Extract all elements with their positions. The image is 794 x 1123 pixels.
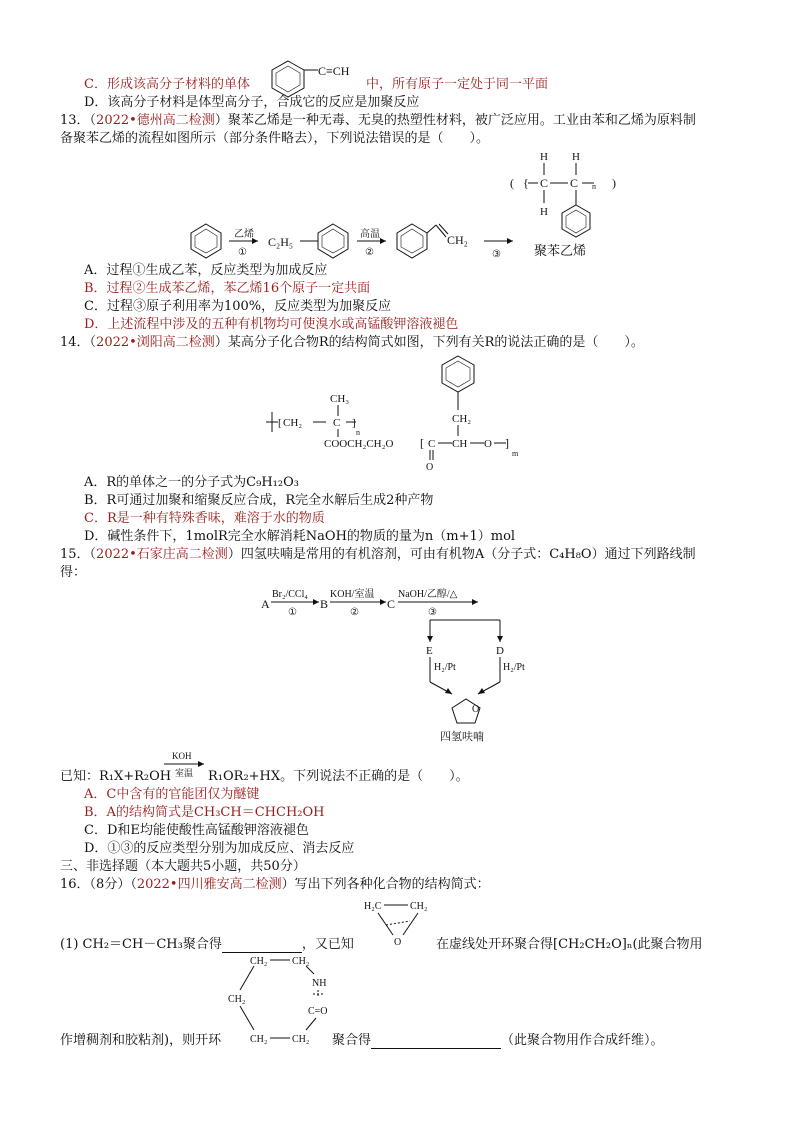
epoxide-structure <box>360 895 440 953</box>
q15-option-b: B．A的结构简式是CH₃CH＝CHCH₂OH <box>84 805 325 820</box>
q12-option-c: C．形成该高分子材料的单体 <box>84 77 250 92</box>
svg-text:]: ] <box>352 417 356 429</box>
q13-option-a: A．过程①生成乙苯，反应类型为加成反应 <box>84 263 328 278</box>
svg-text:O: O <box>472 704 480 715</box>
q13-option-d: D．上述流程中涉及的五种有机物均可使溴水或高锰酸钾溶液褪色 <box>84 317 459 332</box>
q16-line2-tail: 聚合得 （此聚合物用作合成纤维）。 <box>332 1033 664 1048</box>
svg-text:]: ] <box>505 436 509 450</box>
svg-text:KOH: KOH <box>172 751 192 761</box>
svg-text:乙烯: 乙烯 <box>234 229 254 240</box>
svg-text:③: ③ <box>492 249 501 260</box>
q16-line2: 作增稠剂和胶粘剂)，则开环 <box>60 1033 222 1048</box>
q14-stem: 14．（2022•浏阳高二检测）某高分子化合物R的结构简式如图，下列有关R的说法正确的是（ ）。 <box>60 335 644 350</box>
svg-text:C: C <box>570 176 579 190</box>
q15-known-tail: R₁OR₂+HX。下列说法不正确的是（ ）。 <box>208 769 469 784</box>
q16-line1: (1) CH₂＝CH－CH₃聚合得 ，又已知 <box>60 937 354 952</box>
svg-text:[: [ <box>420 436 424 450</box>
q14-source: 2022•浏阳高二检测 <box>96 335 215 350</box>
thf-label: 四氢呋喃 <box>440 731 484 743</box>
q15-known: 已知：R₁X+R₂OH <box>60 769 172 784</box>
answer-blank-2[interactable] <box>371 1048 501 1049</box>
svg-text:n: n <box>592 182 596 191</box>
svg-text:): ) <box>612 176 616 190</box>
svg-text:①: ① <box>288 607 297 618</box>
svg-text:CH₂: CH₂ <box>283 417 303 429</box>
svg-text:NaOH/乙醇/△: NaOH/乙醇/△ <box>398 589 458 600</box>
q15-source: 2022•石家庄高二检测 <box>96 547 228 562</box>
polystyrene-label: 聚苯乙烯 <box>534 243 587 258</box>
q13-source: 2022•德州高二检测 <box>96 113 215 128</box>
svg-text:D: D <box>496 645 504 657</box>
svg-text:E: E <box>426 645 433 657</box>
svg-text:[: [ <box>278 417 282 429</box>
q13-option-b: B．过程②生成苯乙烯，苯乙烯16个原子一定共面 <box>84 281 371 296</box>
q15-stem-line1: 15．（2022•石家庄高二检测）四氢呋喃是常用的有机溶剂，可由有机物A（分子式：C₄H₈O）通过下列路线制 <box>60 547 696 562</box>
svg-text:H₂/Pt: H₂/Pt <box>434 662 456 673</box>
svg-text:H: H <box>540 151 548 163</box>
svg-text:CH₂: CH₂ <box>228 994 246 1005</box>
q12-option-d: D．该高分子材料是体型高分子，合成它的反应是加聚反应 <box>84 95 420 110</box>
q15-option-a: A．C中含有的官能团仅为醚键 <box>84 787 260 802</box>
svg-text:CH₃: CH₃ <box>330 393 350 405</box>
svg-text:CH₂: CH₂ <box>292 1034 310 1045</box>
svg-text:CH₂: CH₂ <box>250 956 268 967</box>
svg-text:C: C <box>333 417 341 429</box>
svg-text:O: O <box>394 937 402 948</box>
svg-text:CH₂: CH₂ <box>447 233 468 247</box>
svg-text:CH₂: CH₂ <box>250 1034 268 1045</box>
lactam-structure <box>220 950 340 1050</box>
svg-text:COOCH₂CH₂O: COOCH₂CH₂O <box>324 438 394 450</box>
svg-text:A: A <box>261 597 270 611</box>
svg-text:{: { <box>523 176 529 190</box>
svg-text:③: ③ <box>428 607 437 618</box>
svg-text:CH₂: CH₂ <box>452 413 472 425</box>
q15-option-d: D．①③的反应类型分别为加成反应、消去反应 <box>84 841 355 856</box>
section-heading: 三、非选择题（本大题共5小题，共50分） <box>60 859 306 874</box>
svg-text:O: O <box>484 438 492 450</box>
svg-text:B: B <box>320 597 329 611</box>
q14-option-d: D．碱性条件下，1molR完全水解消耗NaOH的物质的量为n（m+1）mol <box>84 529 516 544</box>
q16-line1-tail: 在虚线处开环聚合得[CH₂CH₂O]ₙ(此聚合物用 <box>436 937 703 952</box>
q13-stem-line2: 备聚苯乙烯的流程如图所示（部分条件略去），下列说法错误的是（ ）。 <box>60 131 490 146</box>
svg-text:m: m <box>512 449 519 458</box>
svg-text:Br₂/CCl₄: Br₂/CCl₄ <box>272 589 308 600</box>
polymer-r-structure <box>0 352 794 492</box>
q15-option-c: C．D和E均能使酸性高锰酸钾溶液褪色 <box>84 823 309 838</box>
svg-text:H₂/Pt: H₂/Pt <box>503 662 525 673</box>
q14-option-b: B．R可通过加聚和缩聚反应合成，R完全水解后生成2种产物 <box>84 493 434 508</box>
q16-source: 2022•四川雅安高二检测 <box>136 877 282 892</box>
svg-text:NH: NH <box>312 978 327 989</box>
polystyrene-scheme <box>0 145 794 265</box>
svg-text:C: C <box>428 438 436 450</box>
svg-text:C=O: C=O <box>308 1006 328 1017</box>
q14-option-c: C．R是一种有特殊香味，难溶于水的物质 <box>84 511 325 526</box>
q13-stem-line1: 13．（2022•德州高二检测）聚苯乙烯是一种无毒、无臭的热塑性材料，被广泛应用。工业由苯和乙烯为原料制 <box>60 113 696 128</box>
svg-text:①: ① <box>238 247 247 258</box>
svg-text:KOH/室温: KOH/室温 <box>330 589 375 600</box>
svg-text:(: ( <box>510 176 514 190</box>
koh-arrow <box>162 748 208 784</box>
svg-text:CH₂: CH₂ <box>292 956 310 967</box>
alkyne-label: C≡CH <box>318 64 350 78</box>
svg-text:C: C <box>387 597 396 611</box>
svg-text:室温: 室温 <box>175 768 194 778</box>
q14-option-a: A．R的单体之一的分子式为C₉H₁₂O₃ <box>84 475 299 490</box>
svg-text:H: H <box>540 206 548 218</box>
svg-text:C: C <box>540 176 549 190</box>
phenylacetylene-structure <box>262 55 370 99</box>
svg-text:H: H <box>572 151 580 163</box>
q12-option-c-tail: 中，所有原子一定处于同一平面 <box>366 77 549 92</box>
svg-text:②: ② <box>350 607 359 618</box>
svg-text:H₂C: H₂C <box>364 901 382 912</box>
q16-stem: 16．（8分）（2022•四川雅安高二检测）写出下列各种化合物的结构简式： <box>60 877 490 892</box>
svg-text:高温: 高温 <box>360 229 380 240</box>
svg-text:CH: CH <box>452 438 468 450</box>
q13-option-c: C．过程③原子利用率为100%，反应类型为加聚反应 <box>84 299 392 314</box>
svg-text:C₂H₅: C₂H₅ <box>268 235 294 249</box>
q15-stem-line2: 得： <box>60 565 87 580</box>
svg-text:②: ② <box>365 247 374 258</box>
svg-text:CH₂: CH₂ <box>410 901 428 912</box>
svg-text:n: n <box>356 428 360 437</box>
thf-scheme <box>0 582 794 747</box>
svg-text:O: O <box>426 462 434 473</box>
